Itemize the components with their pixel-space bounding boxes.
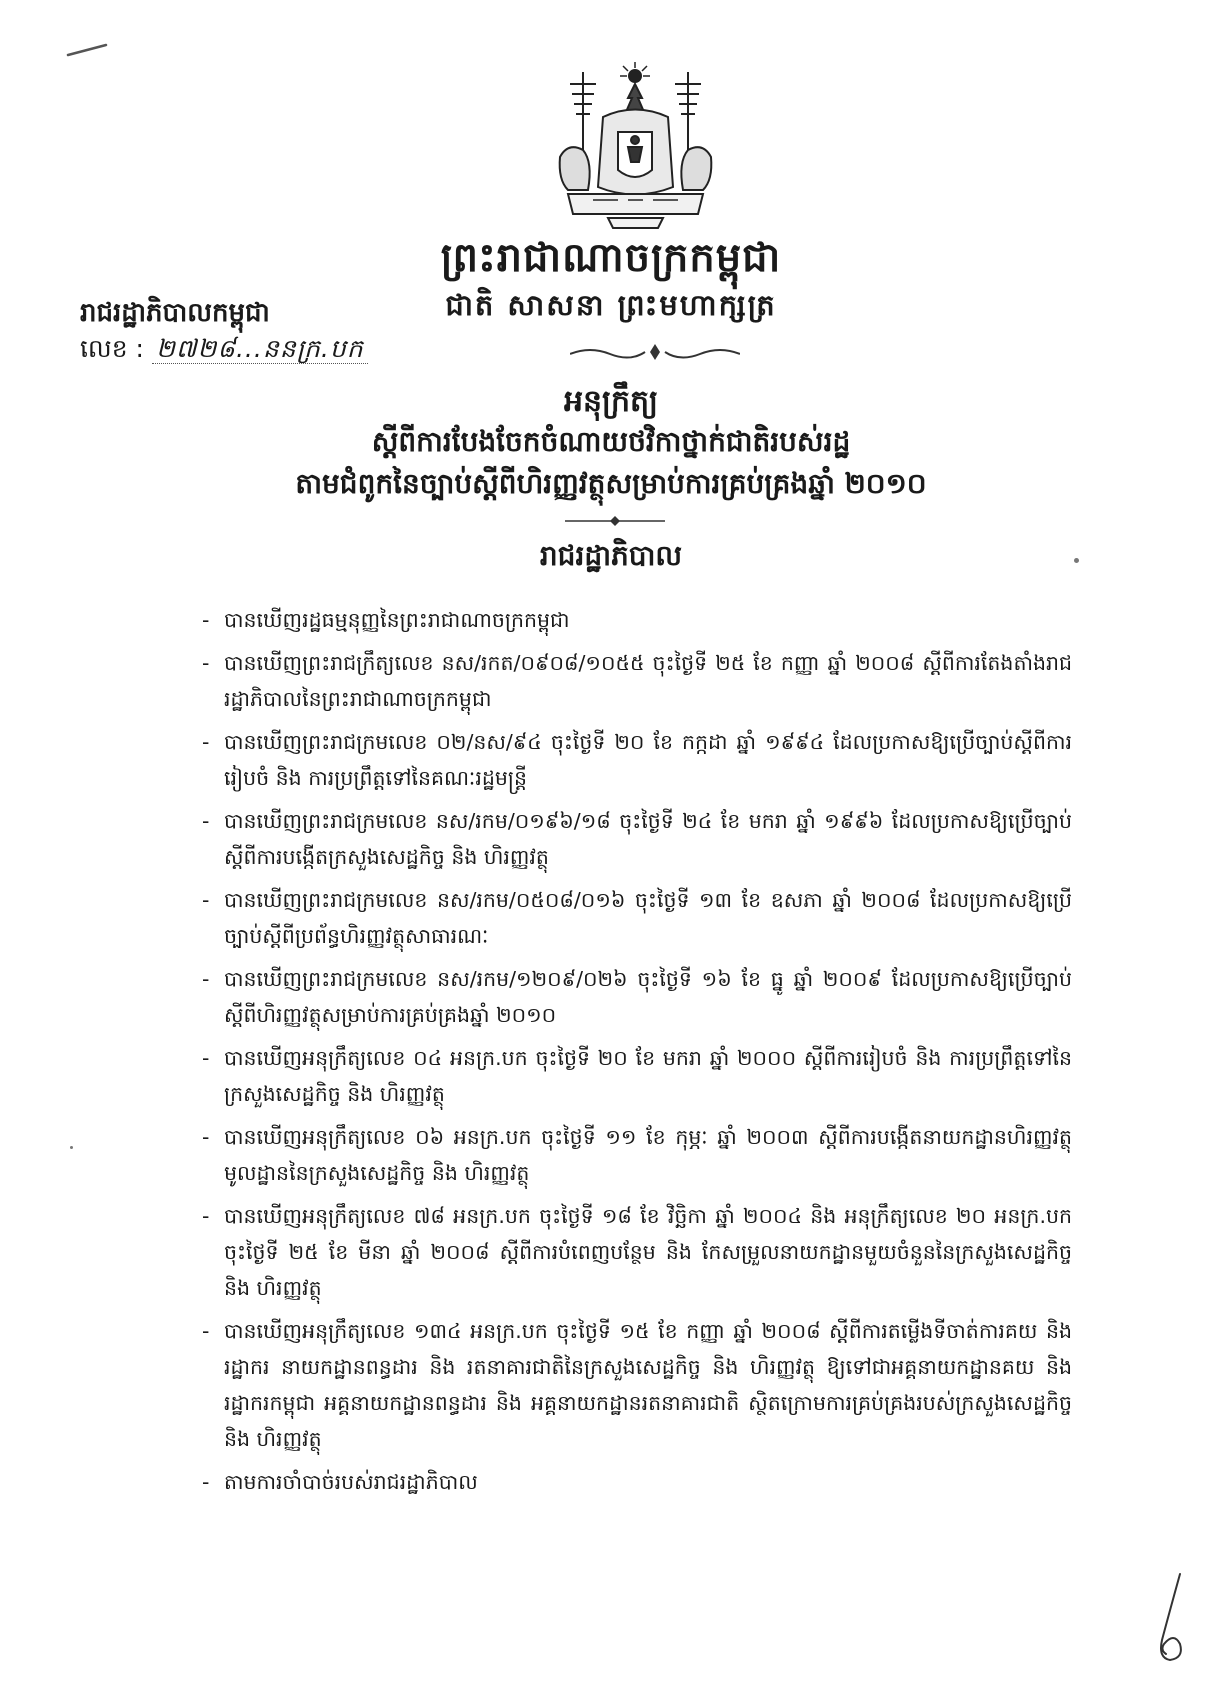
list-item: - បានឃើញអនុក្រឹត្យលេខ ០៦ អនក្រ.បក ចុះថ្ងៃទី ១១ ខែ កុម្ភៈ ឆ្នាំ ២០០៣ ស្តីពីការបង្កើតនាយកដ្ឋានហិរញ្ញវត្ថុមូលដ្ឋាននៃក្រសួងសេដ្ឋកិច្ច និង ហិរញ្ញវត្ថុ bbox=[202, 1119, 1072, 1191]
list-item: - បានឃើញព្រះរាជក្រឹត្យលេខ នស/រកត/០៩០៨/១០៥៥ ចុះថ្ងៃទី ២៥ ខែ កញ្ញា ឆ្នាំ ២០០៨ ស្តីពីការតែងតាំងរាជរដ្ឋាភិបាលនៃព្រះរាជាណាចក្រកម្ពុជា bbox=[202, 645, 1072, 717]
handwritten-initial-signature bbox=[1140, 1570, 1200, 1670]
list-item: - បានឃើញព្រះរាជក្រមលេខ ០២/នស/៩៤ ចុះថ្ងៃទី ២០ ខែ កក្កដា ឆ្នាំ ១៩៩៤ ដែលប្រកាសឱ្យប្រើច្បាប់ស្តីពីការរៀបចំ និង ការប្រព្រឹត្តទៅនៃគណៈរដ្ឋមន្ត្រី bbox=[202, 724, 1072, 796]
list-item: - បានឃើញអនុក្រឹត្យលេខ ៧៨ អនក្រ.បក ចុះថ្ងៃទី ១៨ ខែ វិច្ឆិកា ឆ្នាំ ២០០៤ និង អនុក្រឹត្យលេខ ២០ អនក្រ.បក ចុះថ្ងៃទី ២៥ ខែ មីនា ឆ្នាំ ២០០៨ ស្តីពីការបំពេញបន្ថែម និង កែសម្រួលនាយកដ្ឋានមួយចំនួននៃក្រសួងសេដ្ឋកិច្ច និង ហិរញ្ញវត្ថុ bbox=[202, 1198, 1072, 1306]
document-number bbox=[80, 334, 368, 370]
issuing-government-label: រាជរដ្ឋាភិបាលកម្ពុជា bbox=[80, 298, 270, 328]
list-item: - បានឃើញព្រះរាជក្រមលេខ នស/រកម/០៥០៨/០១៦ ចុះថ្ងៃទី ១៣ ខែ ឧសភា ឆ្នាំ ២០០៨ ដែលប្រកាសឱ្យប្រើច្បាប់ស្តីពីប្រព័ន្ធហិរញ្ញវត្ថុសាធារណៈ bbox=[202, 882, 1072, 954]
royal-coat-of-arms-icon bbox=[548, 62, 723, 232]
scan-speck bbox=[70, 1146, 73, 1149]
section-divider-icon bbox=[565, 514, 665, 528]
list-item: - តាមការចាំបាច់របស់រាជរដ្ឋាភិបាល bbox=[202, 1464, 1072, 1500]
list-item: - បានឃើញអនុក្រឹត្យលេខ ១៣៤ អនក្រ.បក ចុះថ្ងៃទី ១៥ ខែ កញ្ញា ឆ្នាំ ២០០៨ ស្តីពីការតម្លើងទីចាត់ការគយ និង រដ្ឋាករ នាយកដ្ឋានពន្ធដារ និង រតនាគារជាតិនៃក្រសួងសេដ្ឋកិច្ច និង ហិរញ្ញវត្ថុ ឱ្យទៅជាអគ្គនាយកដ្ឋានគយ និង រដ្ឋាករកម្ពុជា អគ្គនាយកដ្ឋានពន្ធដារ និង អគ្គនាយកដ្ឋានរតនាគារជាតិ ស្ថិតក្រោមការគ្រប់គ្រងរបស់ក្រសួងសេដ្ឋកិច្ច និង ហិរញ្ញវត្ថុ bbox=[202, 1313, 1072, 1457]
kingdom-heading: ព្រះរាជាណាចក្រកម្ពុជា bbox=[440, 235, 782, 281]
document-title-line-2: តាមជំពូកនៃច្បាប់ស្តីពីហិរញ្ញវត្ថុសម្រាប់ការគ្រប់គ្រងឆ្នាំ ២០១០ bbox=[295, 467, 927, 500]
list-item: - បានឃើញព្រះរាជក្រមលេខ នស/រកម/១២០៩/០២៦ ចុះថ្ងៃទី ១៦ ខែ ធ្នូ ឆ្នាំ ២០០៩ ដែលប្រកាសឱ្យប្រើច្បាប់ស្តីពីហិរញ្ញវត្ថុសម្រាប់ការគ្រប់គ្រងឆ្នាំ ២០១០ bbox=[202, 961, 1072, 1033]
list-item: - បានឃើញព្រះរាជក្រមលេខ នស/រកម/០១៩៦/១៨ ចុះថ្ងៃទី ២៤ ខែ មករា ឆ្នាំ ១៩៩៦ ដែលប្រកាសឱ្យប្រើច្បាប់ស្តីពីការបង្កើតក្រសួងសេដ្ឋកិច្ច និង ហិរញ្ញវត្ថុ bbox=[202, 803, 1072, 875]
considerations-list bbox=[202, 602, 1072, 1507]
number-value: ២៧២៨...ននក្រ.បក bbox=[152, 334, 368, 364]
list-item: - បានឃើញរដ្ឋធម្មនុញ្ញនៃព្រះរាជាណាចក្រកម្ពុជា bbox=[202, 602, 1072, 638]
list-item: - បានឃើញអនុក្រឹត្យលេខ ០៤ អនក្រ.បក ចុះថ្ងៃទី ២០ ខែ មករា ឆ្នាំ ២០០០ ស្តីពីការរៀបចំ និង ការប្រព្រឹត្តទៅនៃក្រសួងសេដ្ឋកិច្ច និង ហិរញ្ញវត្ថុ bbox=[202, 1040, 1072, 1112]
number-label: លេខ : bbox=[80, 334, 144, 363]
document-type: អនុក្រឹត្យ bbox=[563, 384, 659, 419]
national-motto: ជាតិ សាសនា ព្រះមហាក្សត្រ bbox=[445, 288, 777, 322]
scan-speck bbox=[1074, 558, 1079, 563]
pen-mark bbox=[66, 42, 108, 58]
issuer-heading: រាជរដ្ឋាភិបាល bbox=[539, 539, 683, 572]
ornament-divider-icon bbox=[570, 342, 740, 362]
document-title-line-1: ស្តីពីការបែងចែកចំណាយថវិកាថ្នាក់ជាតិរបស់រដ្ឋ bbox=[371, 425, 851, 458]
